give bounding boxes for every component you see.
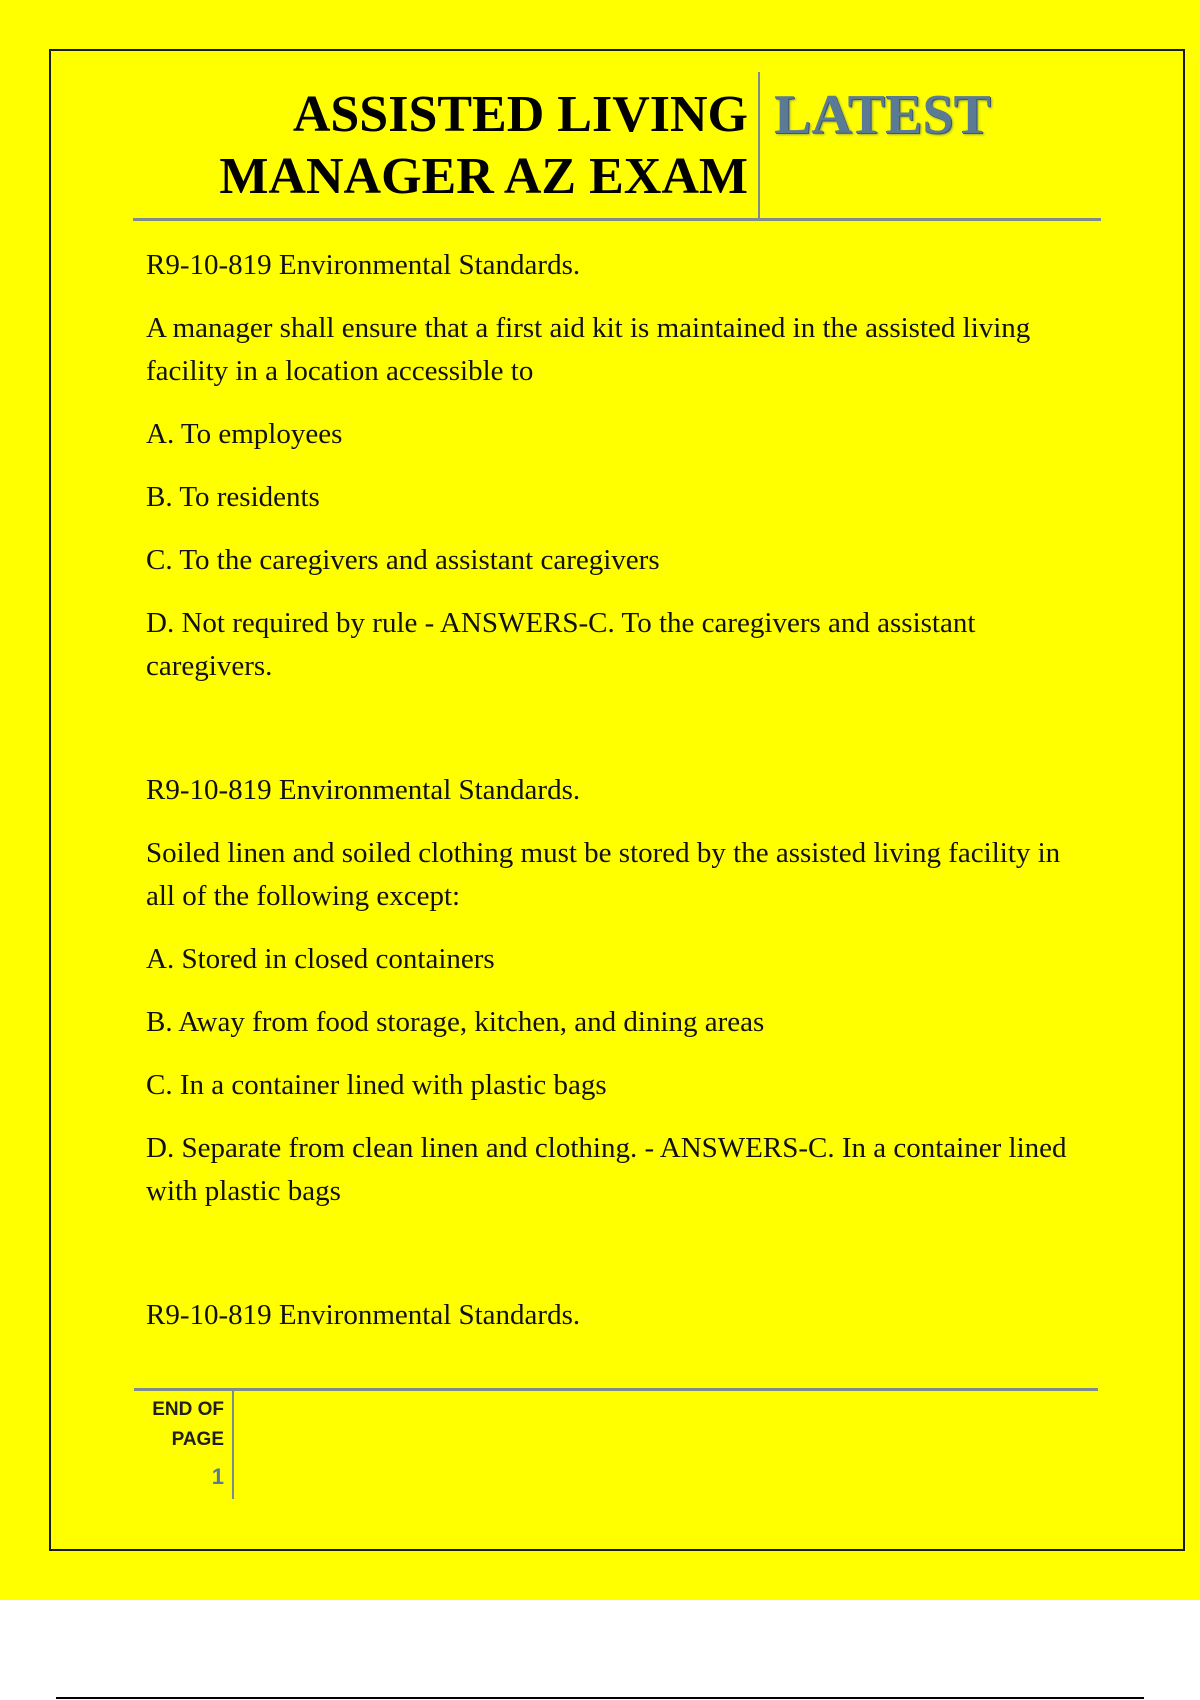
- header-rule: [133, 218, 1101, 221]
- answer-option: A. Stored in closed containers: [146, 943, 495, 975]
- question-block-3: [146, 1294, 1086, 1337]
- section-heading: R9-10-819 Environmental Standards.: [146, 774, 581, 806]
- latest-tag: LATEST: [774, 84, 991, 146]
- end-of-page-label: [134, 1395, 224, 1455]
- block-spacer: [146, 708, 1086, 769]
- answer-option: C. To the caregivers and assistant caregivers: [146, 544, 660, 576]
- answer-option: B. Away from food storage, kitchen, and dining areas: [146, 1006, 765, 1038]
- section-heading: R9-10-819 Environmental Standards.: [146, 1299, 581, 1331]
- question-block-2: [146, 769, 1086, 1213]
- document-title: [150, 84, 748, 208]
- footer-rule: [134, 1388, 1098, 1391]
- answer-option: C. In a container lined with plastic bags: [146, 1069, 607, 1101]
- question-prompt: Soiled linen and soiled clothing must be stored by the assisted living facility in all of the following except:: [146, 837, 1061, 912]
- answer-option: D. Separate from clean linen and clothing. - ANSWERS-C. In a container lined with plastic bags: [146, 1132, 1067, 1207]
- page-number: 1: [211, 1464, 224, 1489]
- answer-option: D. Not required by rule - ANSWERS-C. To the caregivers and assistant caregivers.: [146, 607, 976, 682]
- exam-content: [146, 244, 1086, 1357]
- footer-label-line-1: END OF: [152, 1399, 224, 1420]
- footer-label-line-2: PAGE: [171, 1429, 224, 1450]
- title-line-1: ASSISTED LIVING: [292, 86, 748, 143]
- block-spacer: [146, 1233, 1086, 1294]
- answer-option: B. To residents: [146, 481, 320, 513]
- question-block-1: [146, 244, 1086, 688]
- answer-option: A. To employees: [146, 418, 343, 450]
- question-prompt: A manager shall ensure that a first aid kit is maintained in the assisted living facility in a location accessible to: [146, 312, 1031, 387]
- title-divider: [758, 72, 760, 220]
- title-line-2: MANAGER AZ EXAM: [219, 148, 748, 205]
- footer-divider: [232, 1391, 234, 1499]
- next-page-rule: [56, 1697, 1144, 1699]
- section-heading: R9-10-819 Environmental Standards.: [146, 249, 581, 281]
